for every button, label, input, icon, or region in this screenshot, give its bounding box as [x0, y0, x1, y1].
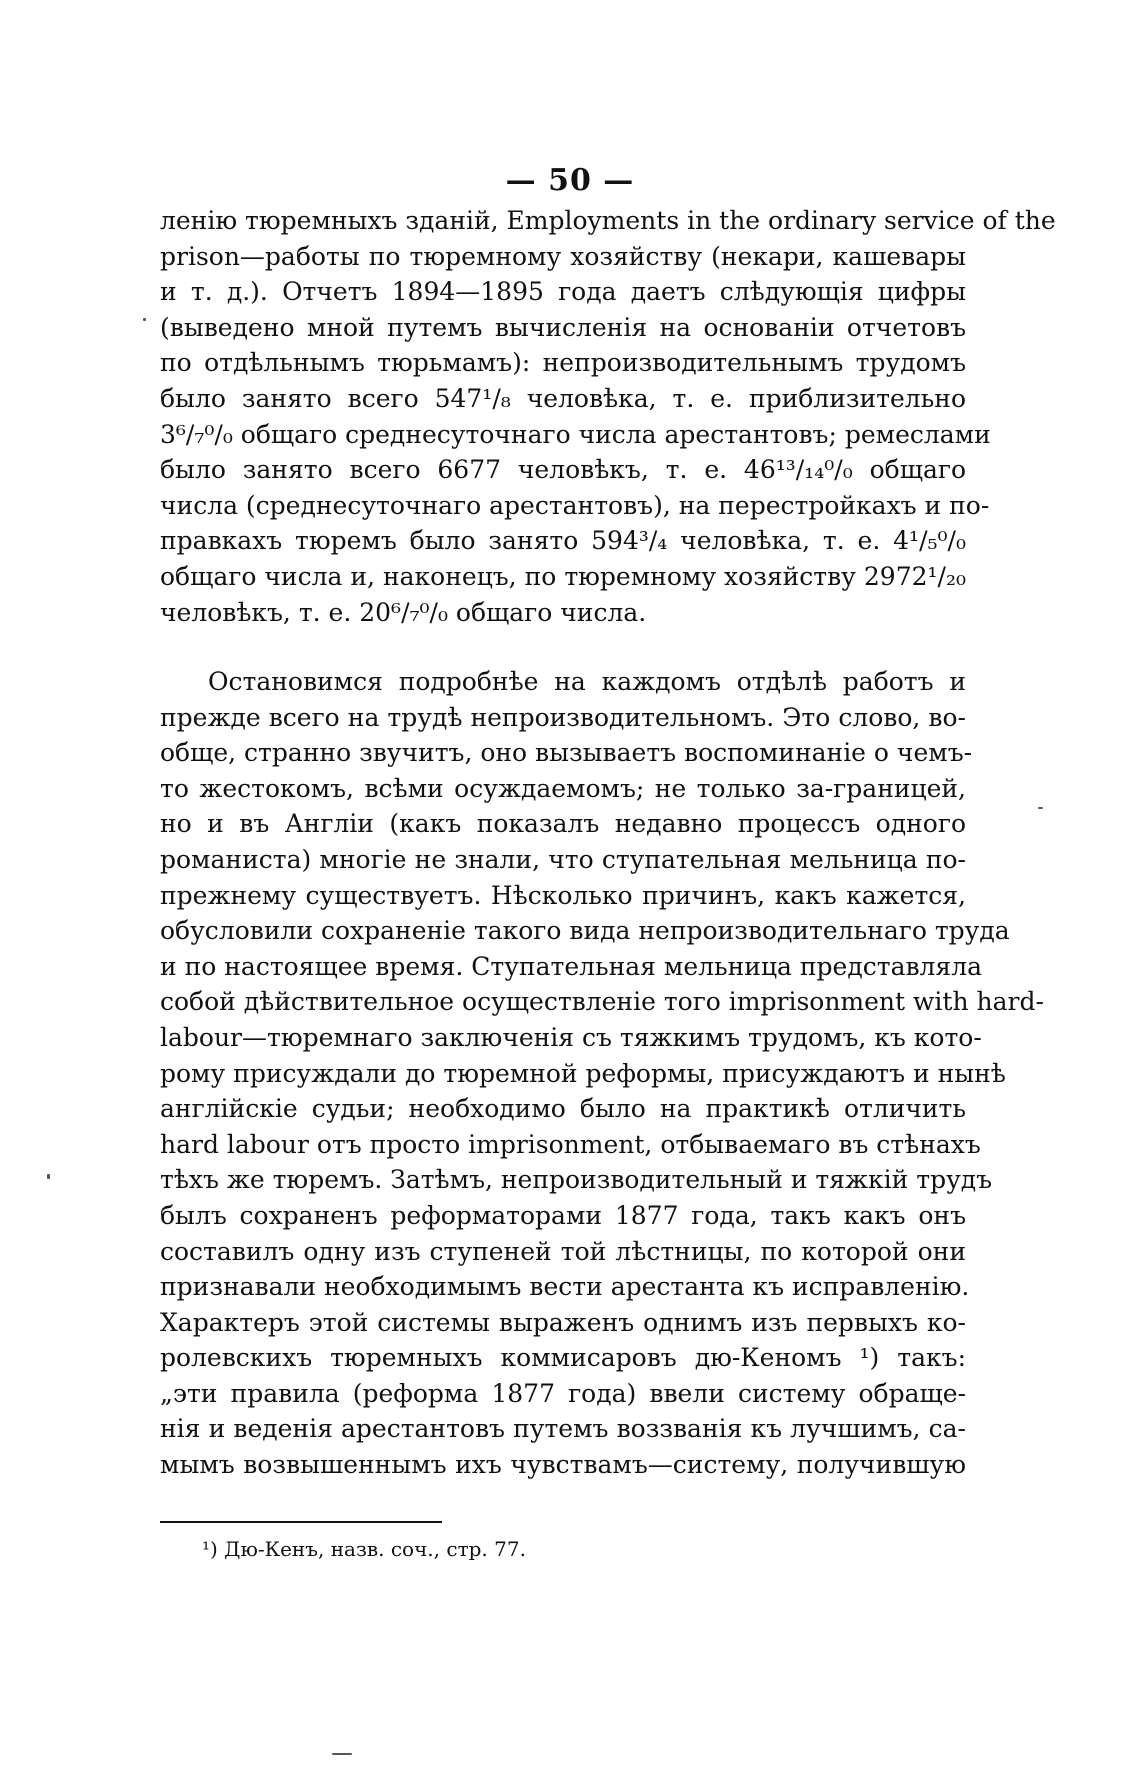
scan-speck [332, 1753, 352, 1755]
paragraph-2 [160, 664, 1044, 1483]
text-line: правкахъ тюремъ было занято 594³/₄ человѣка, т. е. 4¹/₅⁰/₀ [160, 526, 966, 556]
text-line: Остановимся подробнѣе на каждомъ отдѣлѣ работъ и [208, 667, 966, 696]
text-line: было занято всего 547¹/₈ человѣка, т. е. приблизительно [160, 383, 966, 413]
text-line: hard labour отъ просто imprisonment, отбываемаго въ стѣнахъ [160, 1129, 981, 1159]
text-line: обще, странно звучитъ, оно вызываетъ воспоминаніе о чемъ- [160, 738, 973, 768]
text-line: ленію тюремныхъ зданій, Employments in the ordinary service of the [160, 206, 1056, 235]
text-line: собой дѣйствительное осуществленіе того imprisonment with hard- [160, 987, 1044, 1017]
text-line: прежнему существуетъ. Нѣсколько причинъ, какъ кажется, [160, 880, 966, 910]
text-line: то жестокомъ, всѣми осуждаемомъ; не только за-границей, [160, 773, 966, 803]
text-line: былъ сохраненъ реформаторами 1877 года, такъ какъ онъ [160, 1200, 966, 1230]
text-line: мымъ возвышеннымъ ихъ чувствамъ—систему, получившую [160, 1450, 966, 1480]
text-line: Характеръ этой системы выраженъ однимъ изъ первыхъ ко- [160, 1307, 966, 1337]
scan-speck [143, 318, 146, 321]
text-line: было занято всего 6677 человѣкъ, т. е. 46¹³/₁₄⁰/₀ общаго [160, 455, 966, 485]
scan-speck [1038, 807, 1043, 809]
text-line: и по настоящее время. Ступательная мельница представляла [160, 951, 982, 981]
text-line: нія и веденія арестантовъ путемъ воззванія къ лучшимъ, са- [160, 1414, 966, 1444]
footnote-divider [160, 1521, 442, 1523]
text-line: prison—работы по тюремному хозяйству (некари, кашевары [160, 241, 966, 271]
paragraph-1 [160, 203, 1056, 630]
text-line: романиста) многіе не знали, что ступательная мельница по- [160, 844, 966, 874]
text-line: англійскіе судьи; необходимо было на практикѣ отличить [160, 1094, 966, 1124]
text-line: общаго числа и, наконецъ, по тюремному хозяйству 2972¹/₂₀ [160, 561, 966, 591]
text-line: ролевскихъ тюремныхъ коммисаровъ дю-Кеномъ ¹) такъ: [160, 1343, 966, 1373]
page-number: — 50 — [505, 163, 635, 198]
text-line: прежде всего на трудѣ непроизводительномъ. Это слово, во- [160, 702, 966, 732]
text-line: 3⁶/₇⁰/₀ общаго среднесуточнаго числа арестантовъ; ремеслами [160, 419, 991, 449]
text-line: человѣкъ, т. е. 20⁶/₇⁰/₀ общаго числа. [160, 597, 647, 627]
text-line: тѣхъ же тюремъ. Затѣмъ, непроизводительный и тяжкій трудъ [160, 1165, 993, 1195]
text-line: составилъ одну изъ ступеней той лѣстницы, по которой они [160, 1236, 966, 1266]
text-line: обусловили сохраненіе такого вида непроизводительнаго труда [160, 916, 1010, 946]
text-line: рому присуждали до тюремной реформы, присуждаютъ и нынѣ [160, 1058, 1006, 1088]
text-line: „эти правила (реформа 1877 года) ввели систему обраще- [160, 1378, 966, 1408]
text-line: но и въ Англіи (какъ показалъ недавно процессъ одного [160, 809, 966, 839]
text-line: и т. д.). Отчетъ 1894—1895 года даетъ слѣдующія цифры [160, 277, 966, 307]
footnote: ¹) Дю-Кенъ, назв. соч., стр. 77. [202, 1537, 526, 1561]
text-line: по отдѣльнымъ тюрьмамъ): непроизводительнымъ трудомъ [160, 348, 966, 378]
scan-speck [47, 1174, 50, 1179]
text-line: (выведено мной путемъ вычисленія на основаніи отчетовъ [160, 312, 966, 342]
text-line: labour—тюремнаго заключенія съ тяжкимъ трудомъ, къ кото- [160, 1022, 982, 1052]
text-line: числа (среднесуточнаго арестантовъ), на перестройкахъ и по- [160, 490, 990, 520]
text-line: признавали необходимымъ вести арестанта къ исправленію. [160, 1272, 970, 1302]
